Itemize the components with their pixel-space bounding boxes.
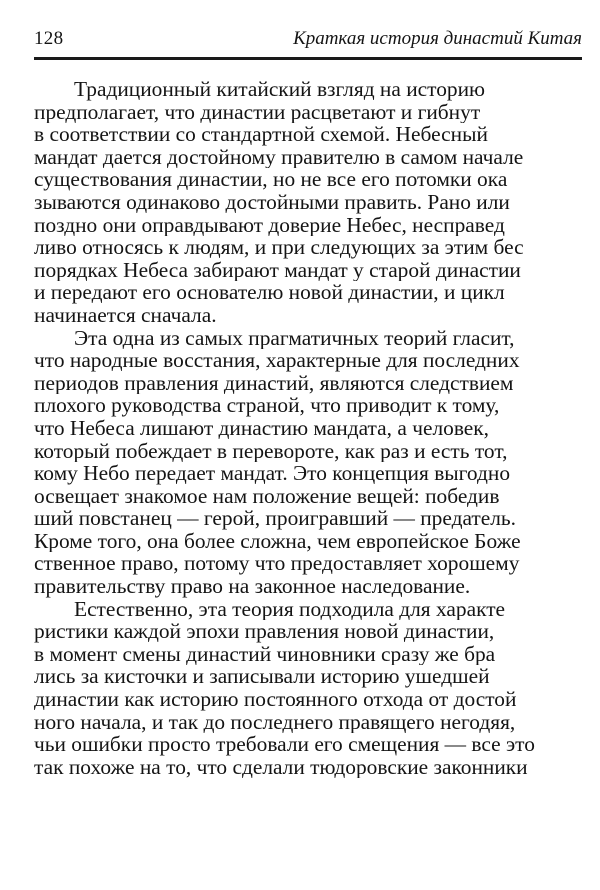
- text-line: предполагает, что династии расцветают и гибнут: [34, 100, 481, 124]
- text-line: династии как историю постоянного отхода от достой: [34, 688, 517, 711]
- text-line: который побеждает в перевороте, как раз и есть тот,: [34, 439, 508, 463]
- text-line: Кроме того, она более сложна, чем европейское Боже: [34, 529, 521, 553]
- text-line: периодов правления династий, являются следствием: [34, 371, 514, 395]
- text-line: ного начала, и так до последнего правящего негодяя,: [34, 710, 516, 734]
- text-line: ший повстанец — герой, проигравший — предатель.: [34, 507, 517, 530]
- header-rule: [34, 57, 582, 60]
- text-line: существования династии, но не все его потомки ока: [34, 168, 508, 191]
- text-line: лись за кисточки и записывали историю ушедшей: [34, 665, 490, 689]
- text-line: Традиционный китайский взгляд на историю: [74, 78, 486, 101]
- text-line: ственное право, потому что предоставляет хорошему: [34, 552, 520, 576]
- text-line: что Небеса лишают династию мандата, а человек,: [34, 416, 490, 440]
- text-line: кому Небо передает мандат. Это концепция выгодно: [34, 462, 511, 485]
- text-line: чьи ошибки просто требовали его смещения — все это: [34, 733, 535, 756]
- text-line: порядках Небеса забирают мандат у старой династии: [34, 258, 521, 282]
- page-number: 128: [34, 28, 64, 49]
- text-line: и передают его основателю новой династии, и цикл: [34, 281, 505, 304]
- text-line: в момент смены династий чиновники сразу же бра: [34, 642, 496, 666]
- text-line: зываются одинаково достойными править. Рано или: [34, 190, 510, 214]
- text-line: плохого руководства страной, что приводит к тому,: [34, 394, 500, 417]
- text-line: Естественно, эта теория подходила для характе: [74, 597, 506, 621]
- text-line: мандат дается достойному правителю в самом начале: [34, 145, 524, 169]
- text-line: что народные восстания, характерные для последних: [34, 349, 520, 372]
- text-line: ристики каждой эпохи правления новой династии,: [34, 620, 495, 643]
- page-header: [34, 26, 582, 54]
- text-line: так похоже на то, что сделали тюдоровские законники: [34, 755, 528, 779]
- text-line: начинается сначала.: [34, 303, 217, 327]
- text-line: освещает знакомое нам положение вещей: победив: [34, 484, 500, 508]
- body-text: [34, 78, 574, 778]
- text-line: Эта одна из самых прагматичных теорий гласит,: [74, 326, 515, 350]
- text-line: поздно они оправдывают доверие Небес, несправед: [34, 213, 505, 237]
- text-line: правительству право на законное наследование.: [34, 575, 471, 598]
- text-line: в соответствии со стандартной схемой. Небесный: [34, 123, 488, 146]
- running-title: Краткая история династий Китая: [293, 28, 582, 49]
- text-line: ливо относясь к людям, и при следующих за этим бес: [34, 236, 524, 259]
